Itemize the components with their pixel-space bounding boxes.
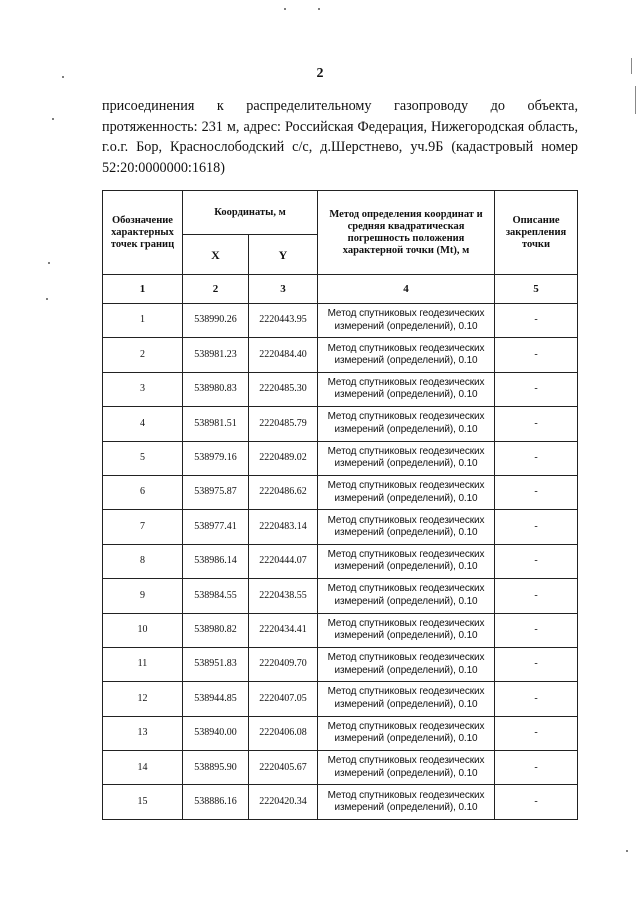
method-cell: Метод спутниковых геодезических измерений (определений), 0.10 bbox=[318, 785, 495, 819]
description-cell: - bbox=[495, 441, 578, 475]
coord-y: 2220407.05 bbox=[249, 682, 318, 716]
coord-x: 538975.87 bbox=[183, 475, 249, 509]
point-number: 6 bbox=[103, 475, 183, 509]
table-row bbox=[103, 647, 578, 681]
scan-speck bbox=[52, 118, 54, 120]
description-cell: - bbox=[495, 647, 578, 681]
method-cell: Метод спутниковых геодезических измерений (определений), 0.10 bbox=[318, 579, 495, 613]
coord-x: 538886.16 bbox=[183, 785, 249, 819]
description-cell: - bbox=[495, 544, 578, 578]
intro-paragraph: присоединения к распределительному газопроводу до объекта, протяженность: 231 м, адрес: Российская Федерация, Нижегородская область, г.о.г. Бор, Краснослободский с/с, д.Шерстнево, уч.9Б (кадастровый номер 52:20:0000000:1618) bbox=[102, 98, 578, 176]
point-number: 8 bbox=[103, 544, 183, 578]
point-number: 3 bbox=[103, 372, 183, 406]
table-row bbox=[103, 441, 578, 475]
column-number: 3 bbox=[249, 275, 318, 304]
coord-x: 538981.23 bbox=[183, 338, 249, 372]
coord-x: 538980.83 bbox=[183, 372, 249, 406]
scan-speck bbox=[318, 8, 320, 10]
description-cell: - bbox=[495, 338, 578, 372]
point-number: 2 bbox=[103, 338, 183, 372]
description-cell: - bbox=[495, 407, 578, 441]
page-number: 2 bbox=[316, 66, 324, 81]
table-row bbox=[103, 579, 578, 613]
table-row bbox=[103, 751, 578, 785]
coord-x: 538940.00 bbox=[183, 716, 249, 750]
table-row bbox=[103, 613, 578, 647]
method-cell: Метод спутниковых геодезических измерений (определений), 0.10 bbox=[318, 407, 495, 441]
point-number: 12 bbox=[103, 682, 183, 716]
description-cell: - bbox=[495, 579, 578, 613]
point-number: 10 bbox=[103, 613, 183, 647]
coord-x: 538986.14 bbox=[183, 544, 249, 578]
method-cell: Метод спутниковых геодезических измерений (определений), 0.10 bbox=[318, 613, 495, 647]
scan-speck bbox=[626, 850, 628, 852]
table-row bbox=[103, 785, 578, 819]
method-cell: Метод спутниковых геодезических измерений (определений), 0.10 bbox=[318, 338, 495, 372]
method-cell: Метод спутниковых геодезических измерений (определений), 0.10 bbox=[318, 475, 495, 509]
coord-x: 538981.51 bbox=[183, 407, 249, 441]
coord-x: 538979.16 bbox=[183, 441, 249, 475]
scan-edge-mark bbox=[635, 86, 636, 114]
header-description: Описание закрепления точки bbox=[495, 191, 578, 275]
point-number: 7 bbox=[103, 510, 183, 544]
coord-x: 538990.26 bbox=[183, 304, 249, 338]
scan-speck bbox=[48, 262, 50, 264]
coord-y: 2220485.79 bbox=[249, 407, 318, 441]
coord-y: 2220484.40 bbox=[249, 338, 318, 372]
coord-x: 538977.41 bbox=[183, 510, 249, 544]
method-cell: Метод спутниковых геодезических измерений (определений), 0.10 bbox=[318, 647, 495, 681]
description-cell: - bbox=[495, 613, 578, 647]
point-number: 13 bbox=[103, 716, 183, 750]
coord-y: 2220483.14 bbox=[249, 510, 318, 544]
header-designation: Обозначение характерных точек границ bbox=[103, 191, 183, 275]
coord-x: 538944.85 bbox=[183, 682, 249, 716]
description-cell: - bbox=[495, 785, 578, 819]
table-row bbox=[103, 372, 578, 406]
table-body bbox=[103, 304, 578, 820]
method-cell: Метод спутниковых геодезических измерений (определений), 0.10 bbox=[318, 751, 495, 785]
table-row bbox=[103, 304, 578, 338]
method-cell: Метод спутниковых геодезических измерений (определений), 0.10 bbox=[318, 716, 495, 750]
coord-y: 2220444.07 bbox=[249, 544, 318, 578]
coord-x: 538980.82 bbox=[183, 613, 249, 647]
point-number: 9 bbox=[103, 579, 183, 613]
description-cell: - bbox=[495, 510, 578, 544]
method-cell: Метод спутниковых геодезических измерений (определений), 0.10 bbox=[318, 544, 495, 578]
boundary-points-table bbox=[102, 190, 578, 820]
description-cell: - bbox=[495, 751, 578, 785]
header-method: Метод определения координат и средняя квадратическая погрешность положения характерной точки (Mt), м bbox=[318, 191, 495, 275]
table-row bbox=[103, 544, 578, 578]
coord-y: 2220443.95 bbox=[249, 304, 318, 338]
method-cell: Метод спутниковых геодезических измерений (определений), 0.10 bbox=[318, 372, 495, 406]
description-cell: - bbox=[495, 475, 578, 509]
table-row bbox=[103, 407, 578, 441]
method-cell: Метод спутниковых геодезических измерений (определений), 0.10 bbox=[318, 510, 495, 544]
coord-y: 2220406.08 bbox=[249, 716, 318, 750]
point-number: 1 bbox=[103, 304, 183, 338]
coord-x: 538951.83 bbox=[183, 647, 249, 681]
coord-y: 2220485.30 bbox=[249, 372, 318, 406]
point-number: 14 bbox=[103, 751, 183, 785]
table-row bbox=[103, 682, 578, 716]
column-number: 5 bbox=[495, 275, 578, 304]
table-row bbox=[103, 475, 578, 509]
header-y: Y bbox=[249, 235, 318, 275]
table-row bbox=[103, 716, 578, 750]
point-number: 11 bbox=[103, 647, 183, 681]
table-row bbox=[103, 510, 578, 544]
method-cell: Метод спутниковых геодезических измерений (определений), 0.10 bbox=[318, 441, 495, 475]
method-cell: Метод спутниковых геодезических измерений (определений), 0.10 bbox=[318, 682, 495, 716]
header-x: X bbox=[183, 235, 249, 275]
column-number: 4 bbox=[318, 275, 495, 304]
coord-y: 2220420.34 bbox=[249, 785, 318, 819]
point-number: 4 bbox=[103, 407, 183, 441]
description-cell: - bbox=[495, 304, 578, 338]
coord-y: 2220489.02 bbox=[249, 441, 318, 475]
coord-x: 538895.90 bbox=[183, 751, 249, 785]
column-number: 1 bbox=[103, 275, 183, 304]
description-cell: - bbox=[495, 716, 578, 750]
coord-y: 2220434.41 bbox=[249, 613, 318, 647]
method-cell: Метод спутниковых геодезических измерений (определений), 0.10 bbox=[318, 304, 495, 338]
point-number: 15 bbox=[103, 785, 183, 819]
coord-x: 538984.55 bbox=[183, 579, 249, 613]
description-cell: - bbox=[495, 372, 578, 406]
coord-y: 2220486.62 bbox=[249, 475, 318, 509]
coord-y: 2220405.67 bbox=[249, 751, 318, 785]
coord-y: 2220409.70 bbox=[249, 647, 318, 681]
header-coordinates: Координаты, м bbox=[183, 191, 318, 235]
column-number: 2 bbox=[183, 275, 249, 304]
table-row bbox=[103, 338, 578, 372]
description-cell: - bbox=[495, 682, 578, 716]
coord-y: 2220438.55 bbox=[249, 579, 318, 613]
scan-speck bbox=[284, 8, 286, 10]
scan-speck bbox=[46, 298, 48, 300]
point-number: 5 bbox=[103, 441, 183, 475]
